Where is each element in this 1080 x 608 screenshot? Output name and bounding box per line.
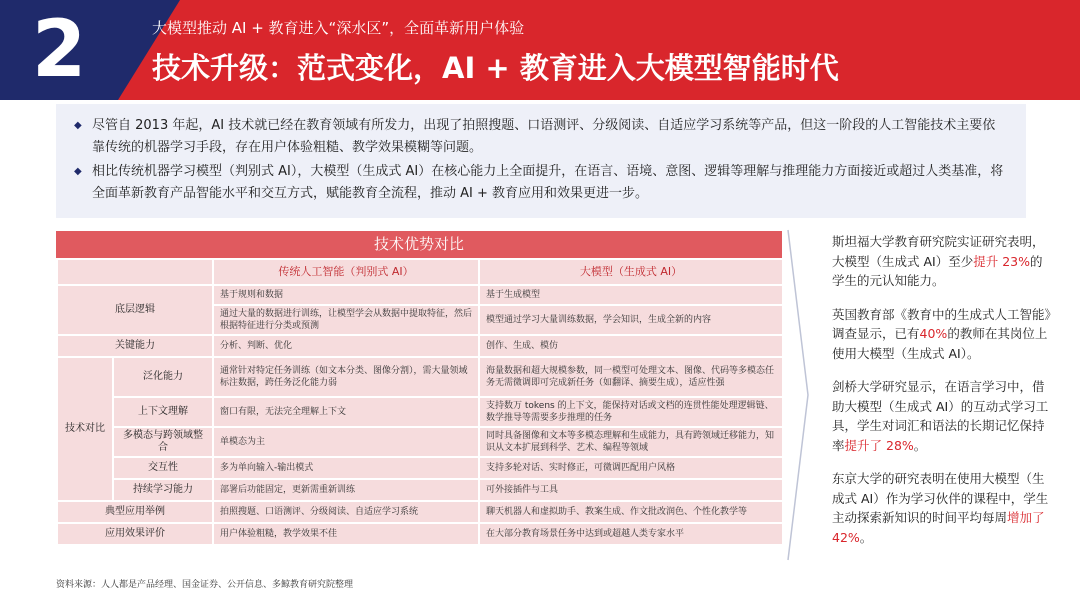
header-banner [0,0,1080,100]
section-number: 2 [32,5,87,95]
row-label: 底层逻辑 [57,285,213,335]
cell-llm: 可外接插件与工具 [479,479,783,501]
cell-llm: 在大部分教育场景任务中达到或超越人类专家水平 [479,523,783,545]
row-label: 上下文理解 [113,397,213,427]
cell-llm: 海量数据和超大规模参数，同一模型可处理文本、图像、代码等多模态任务无需微调即可完成新任务（如翻译、摘要生成），适应性强 [479,357,783,397]
cell-traditional: 多为单向输入-输出模式 [213,457,479,479]
col-header-llm: 大模型（生成式 AI） [479,259,783,285]
finding-stanford: 斯坦福大学教育研究院实证研究表明，大模型（生成式 AI）至少提升 23%的学生的元认知能力。 [832,234,1045,288]
comparison-table [56,231,782,546]
highlight-stat: 提升 23% [973,253,1030,269]
highlight-stat: 增加了 42% [832,510,1045,545]
cell-traditional: 通过大量的数据进行训练，让模型学会从数据中提取特征，然后根据特征进行分类或预测 [213,305,479,335]
cell-traditional: 分析、判断、优化 [213,335,479,357]
row-label: 交互性 [113,457,213,479]
finding-uk-education: 英国教育部《教育中的生成式人工智能》调查显示，已有40%的教师在其岗位上使用大模型（生成式 AI）。 [832,306,1051,361]
finding-tokyo: 东京大学的研究表明在使用大模型（生成式 AI）作为学习伙伴的课程中，学生主动探索新知识的时间平均每周增加了 42%。 [832,471,1049,545]
row-label: 持续学习能力 [113,479,213,501]
table-title: 技术优势对比 [56,231,782,258]
cell-traditional: 用户体验粗糙，教学效果不佳 [213,523,479,545]
cell-traditional: 基于规则和数据 [213,285,479,305]
cell-llm: 基于生成模型 [479,285,783,305]
cell-llm: 支持数万 tokens 的上下文，能保持对话或文档的连贯性能处理逻辑链、数学推导等需要多步推理的任务 [479,397,783,427]
finding-cambridge: 剑桥大学研究显示，在语言学习中，借助大模型（生成式 AI）的互动式学习工具，学生对词汇和语法的长期记忆保持率提升了 28%。 [832,379,1049,453]
cell-traditional: 窗口有限，无法完全理解上下文 [213,397,479,427]
row-label: 应用效果评价 [57,523,213,545]
intro-box [56,104,1026,218]
cell-traditional: 单模态为主 [213,427,479,457]
header-blank [57,259,213,285]
cell-traditional: 部署后功能固定，更新需重新训练 [213,479,479,501]
cell-llm: 模型通过学习大量训练数据，学会知识，生成全新的内容 [479,305,783,335]
source-note: 资料来源：人人都是产品经理、国金证券、公开信息、多鲸教育研究院整理 [56,580,354,590]
intro-bullet: ◆ 相比传统机器学习模型（判别式 AI），大模型（生成式 AI）在核心能力上全面提升，在语言、语境、意图、逻辑等理解与推理能力方面接近或超过人类基准，将全面革新教育产品智能水平和交互方式，赋能教育全流程，推动 AI + 教育应用和效果更进一步。 [74,161,1008,205]
row-label: 关键能力 [57,335,213,357]
header-subtitle: 大模型推动 AI + 教育进入“深水区”，全面革新用户体验 [152,19,525,37]
highlight-stat: 40% [919,326,948,341]
intro-bullet: ◆ 尽管自 2013 年起，AI 技术就已经在教育领域有所发力，出现了拍照搜题、口语测评、分级阅读、自适应学习系统等产品，但这一阶段的人工智能技术主要依靠传统的机器学习手段，存在用户体验粗糙、教学效果模糊等问题。 [74,115,1008,159]
cell-llm: 同时具备图像和文本等多模态理解和生成能力，具有跨领域迁移能力，知识从文本扩展到科学、艺术、编程等领域 [479,427,783,457]
cell-traditional: 拍照搜题、口语测评、分级阅读、自适应学习系统 [213,501,479,523]
page-title: 技术升级：范式变化，AI + 教育进入大模型智能时代 [152,51,839,85]
row-label: 泛化能力 [113,357,213,397]
cell-llm: 聊天机器人和虚拟助手、教案生成、作文批改润色、个性化教学等 [479,501,783,523]
col-header-traditional: 传统人工智能（判别式 AI） [213,259,479,285]
row-label: 多模态与跨领域整合 [113,427,213,457]
cell-llm: 创作、生成、模仿 [479,335,783,357]
row-label: 典型应用举例 [57,501,213,523]
cell-llm: 支持多轮对话、实时修正，可微调匹配用户风格 [479,457,783,479]
group-label: 技术对比 [57,357,113,501]
research-findings [832,232,1052,561]
chevron-arrow-icon [786,228,810,562]
cell-traditional: 通常针对特定任务训练（如文本分类、图像分割），需大量领域标注数据，跨任务泛化能力弱 [213,357,479,397]
highlight-stat: 提升了 28% [844,437,914,453]
